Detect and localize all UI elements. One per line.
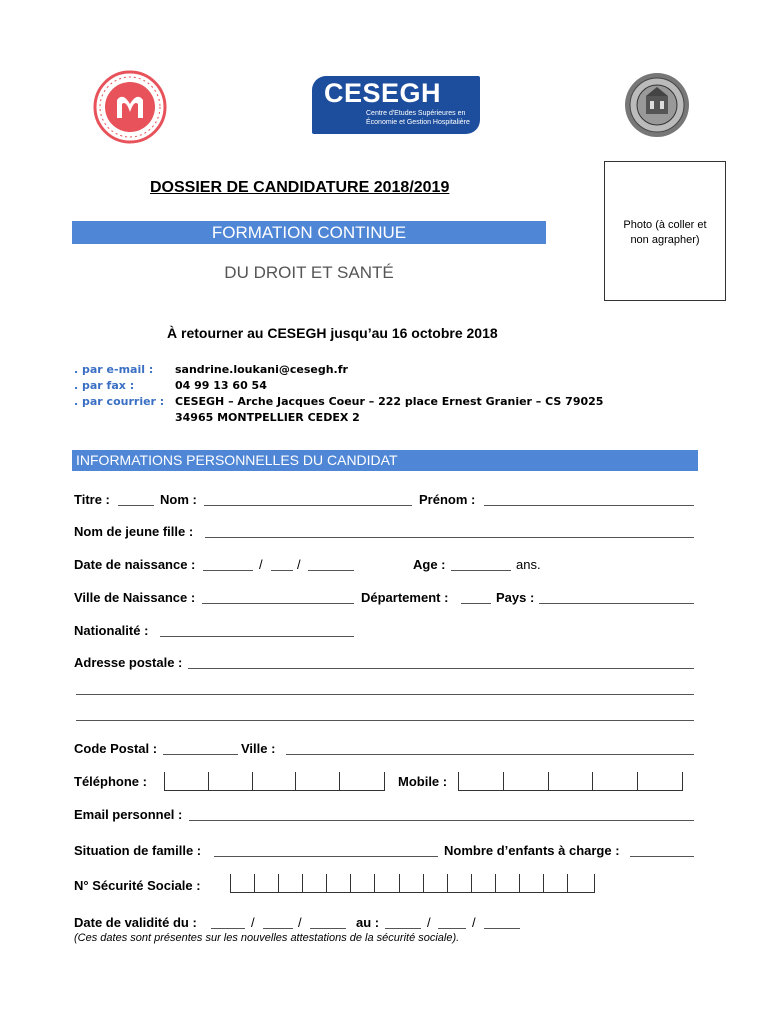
prenom-field[interactable] bbox=[484, 505, 694, 506]
age-unit: ans. bbox=[516, 557, 541, 572]
contact-fax-label: . par fax : bbox=[74, 379, 135, 392]
departement-label: Département : bbox=[361, 590, 449, 605]
nom-jeune-fille-field[interactable] bbox=[205, 537, 694, 538]
validite-end-year-field[interactable] bbox=[484, 928, 520, 929]
nationalite-field[interactable] bbox=[160, 636, 354, 637]
ville-field[interactable] bbox=[286, 754, 694, 755]
validite-slash-4: / bbox=[472, 915, 476, 930]
nom-label: Nom : bbox=[160, 492, 197, 507]
enfants-field[interactable] bbox=[630, 856, 694, 857]
seal-logo bbox=[624, 72, 690, 138]
validite-note: (Ces dates sont présentes sur les nouvelles attestations de la sécurité sociale). bbox=[74, 932, 460, 944]
validite-au-label: au : bbox=[356, 915, 380, 930]
mobile-field[interactable] bbox=[458, 772, 683, 791]
validite-start-day-field[interactable] bbox=[211, 928, 245, 929]
nationalite-label: Nationalité : bbox=[74, 623, 149, 638]
contact-mail-value: CESEGH – Arche Jacques Coeur – 222 place Ernest Granier – CS 79025 bbox=[175, 395, 604, 408]
cesegh-logo-subtitle-1: Centre d'Etudes Supérieures en bbox=[366, 110, 466, 117]
titre-field[interactable] bbox=[118, 505, 154, 506]
secu-field[interactable] bbox=[230, 874, 595, 893]
return-notice: À retourner au CESEGH jusqu’au 16 octobre 2018 bbox=[167, 325, 498, 341]
contact-mail-label: . par courrier : bbox=[74, 395, 165, 408]
enfants-label: Nombre d’enfants à charge : bbox=[444, 843, 620, 858]
cesegh-logo-subtitle-2: Économie et Gestion Hospitalière bbox=[366, 119, 470, 126]
nom-jeune-fille-label: Nom de jeune fille : bbox=[74, 524, 194, 539]
ville-naissance-label: Ville de Naissance : bbox=[74, 590, 196, 605]
prenom-label: Prénom : bbox=[419, 492, 476, 507]
date-naissance-slash-2: / bbox=[297, 557, 301, 572]
date-naissance-day-field[interactable] bbox=[203, 570, 253, 571]
validite-slash-2: / bbox=[298, 915, 302, 930]
umontpellier-logo bbox=[93, 70, 167, 144]
contact-email-value[interactable]: sandrine.loukani@cesegh.fr bbox=[175, 363, 348, 376]
photo-box bbox=[604, 161, 726, 301]
email-label: Email personnel : bbox=[74, 807, 183, 822]
formation-banner bbox=[72, 221, 546, 244]
validite-slash-1: / bbox=[251, 915, 255, 930]
nom-field[interactable] bbox=[204, 505, 412, 506]
photo-box-text-1: Photo (à coller et bbox=[623, 219, 707, 231]
ville-naissance-field[interactable] bbox=[202, 603, 354, 604]
photo-box-text-2: non agrapher) bbox=[630, 234, 700, 246]
validite-end-month-field[interactable] bbox=[438, 928, 466, 929]
cesegh-logo bbox=[312, 76, 480, 134]
situation-label: Situation de famille : bbox=[74, 843, 202, 858]
validite-slash-3: / bbox=[427, 915, 431, 930]
seal-icon bbox=[624, 72, 690, 138]
mobile-label: Mobile : bbox=[398, 774, 448, 789]
validite-end-day-field[interactable] bbox=[385, 928, 421, 929]
age-field[interactable] bbox=[451, 570, 511, 571]
pays-field[interactable] bbox=[539, 603, 694, 604]
validite-start-year-field[interactable] bbox=[310, 928, 346, 929]
page-title: DOSSIER DE CANDIDATURE 2018/2019 bbox=[150, 179, 450, 196]
contact-mail-city: 34965 MONTPELLIER CEDEX 2 bbox=[175, 411, 360, 424]
formation-banner-text: FORMATION CONTINUE bbox=[211, 223, 407, 242]
contact-fax-value: 04 99 13 60 54 bbox=[175, 379, 267, 392]
date-naissance-month-field[interactable] bbox=[271, 570, 293, 571]
telephone-field[interactable] bbox=[164, 772, 385, 791]
date-naissance-year-field[interactable] bbox=[308, 570, 354, 571]
ville-label: Ville : bbox=[241, 741, 276, 756]
umontpellier-logo-icon bbox=[93, 70, 167, 144]
titre-label: Titre : bbox=[74, 492, 110, 507]
code-postal-field[interactable] bbox=[163, 754, 238, 755]
validite-label: Date de validité du : bbox=[74, 915, 197, 930]
age-label: Age : bbox=[413, 557, 446, 572]
subtitle: DU DROIT ET SANTÉ bbox=[224, 263, 394, 282]
validite-start-month-field[interactable] bbox=[263, 928, 293, 929]
cesegh-logo-name: CESEGH bbox=[324, 78, 442, 108]
section-bar bbox=[72, 450, 698, 471]
adresse-field-2[interactable] bbox=[76, 694, 694, 695]
telephone-label: Téléphone : bbox=[74, 774, 147, 789]
date-naissance-label: Date de naissance : bbox=[74, 557, 196, 572]
code-postal-label: Code Postal : bbox=[74, 741, 158, 756]
section-title: INFORMATIONS PERSONNELLES DU CANDIDAT bbox=[76, 452, 398, 468]
adresse-field-3[interactable] bbox=[76, 720, 694, 721]
email-field[interactable] bbox=[189, 820, 694, 821]
contact-email-label: . par e-mail : bbox=[74, 363, 154, 376]
secu-label: N° Sécurité Sociale : bbox=[74, 878, 201, 893]
adresse-label: Adresse postale : bbox=[74, 655, 183, 670]
adresse-field-1[interactable] bbox=[188, 668, 694, 669]
pays-label: Pays : bbox=[496, 590, 535, 605]
departement-field[interactable] bbox=[461, 603, 491, 604]
situation-field[interactable] bbox=[214, 856, 438, 857]
date-naissance-slash-1: / bbox=[259, 557, 263, 572]
